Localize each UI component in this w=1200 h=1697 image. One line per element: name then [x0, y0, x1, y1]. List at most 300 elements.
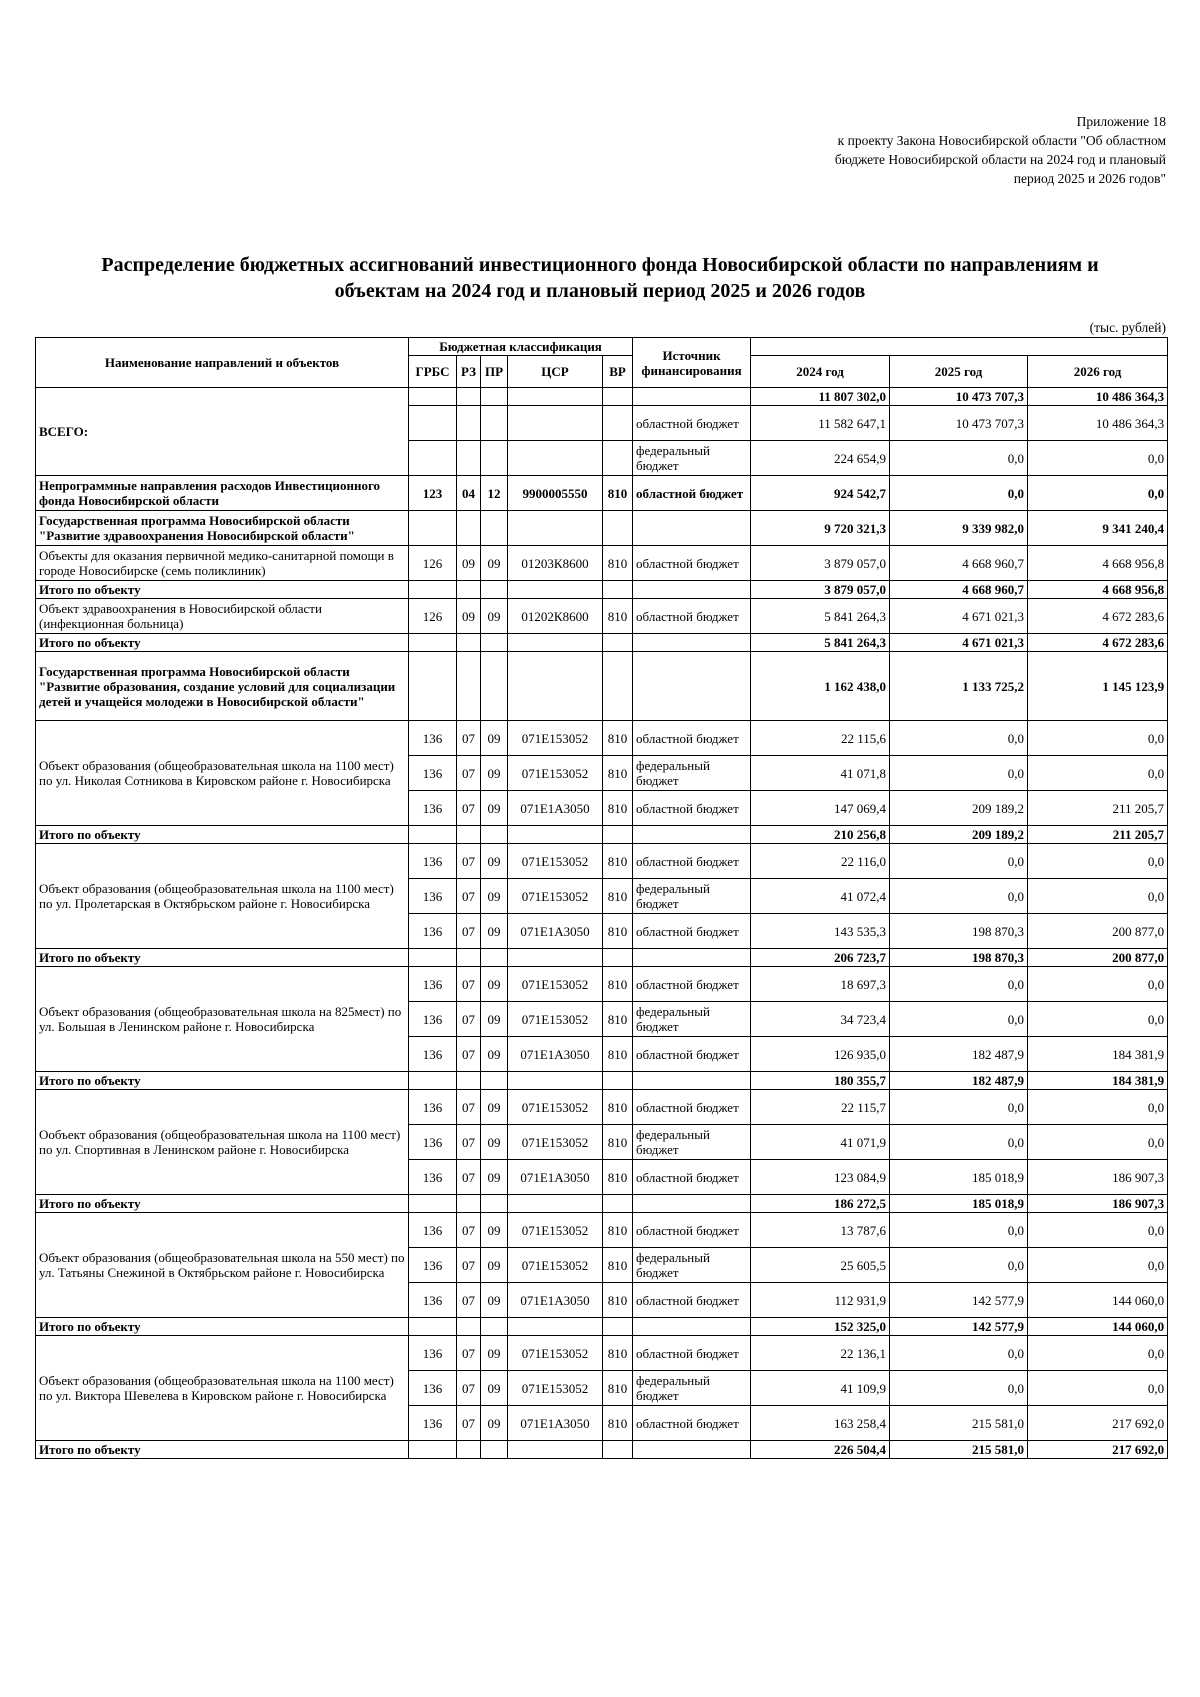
csr-code: 071Е153052: [508, 756, 603, 791]
empty-cell: [457, 652, 481, 721]
value-2024: 1 162 438,0: [751, 652, 890, 721]
total-row: [36, 388, 1168, 406]
rz-code: 07: [457, 1283, 481, 1318]
object-total-label: Итого по объекту: [36, 1441, 409, 1459]
grbs-code: 126: [409, 599, 457, 634]
value-2025: 182 487,9: [890, 1072, 1028, 1090]
csr-code: 071Е1А3050: [508, 1160, 603, 1195]
value-2025: 10 473 707,3: [890, 406, 1028, 441]
pr-code: 09: [481, 844, 508, 879]
grbs-code: 136: [409, 967, 457, 1002]
value-2024: 11 582 647,1: [751, 406, 890, 441]
pr-code: 09: [481, 879, 508, 914]
vr-code: 810: [603, 1160, 633, 1195]
value-2025: 0,0: [890, 1002, 1028, 1037]
empty-cell: [409, 511, 457, 546]
value-2026: 10 486 364,3: [1028, 388, 1168, 406]
grbs-code: 123: [409, 476, 457, 511]
value-2024: 163 258,4: [751, 1406, 890, 1441]
object-name: Объект здравоохранения в Новосибирской области (инфекционная больница): [36, 599, 409, 634]
value-2026: 0,0: [1028, 1371, 1168, 1406]
value-2026: 200 877,0: [1028, 949, 1168, 967]
source-cell: областной бюджет: [633, 1406, 751, 1441]
object-total-row: [36, 634, 1168, 652]
value-2026: 144 060,0: [1028, 1283, 1168, 1318]
value-2026: 0,0: [1028, 879, 1168, 914]
vr-code: 810: [603, 1283, 633, 1318]
grbs-code: 136: [409, 1336, 457, 1371]
csr-code: 071Е1А3050: [508, 1037, 603, 1072]
empty-cell: [409, 388, 457, 406]
value-2025: 0,0: [890, 1213, 1028, 1248]
value-2024: 41 072,4: [751, 879, 890, 914]
empty-cell: [409, 652, 457, 721]
grbs-code: 136: [409, 844, 457, 879]
value-2025: 0,0: [890, 476, 1028, 511]
allocation-table: [35, 337, 1168, 1459]
object-row: [36, 844, 1168, 879]
csr-code: 01202К8600: [508, 599, 603, 634]
empty-cell: [508, 634, 603, 652]
rz-code: 07: [457, 1371, 481, 1406]
value-2025: 182 487,9: [890, 1037, 1028, 1072]
source-cell: областной бюджет: [633, 1037, 751, 1072]
object-row: [36, 1336, 1168, 1371]
value-2026: 0,0: [1028, 1125, 1168, 1160]
empty-cell: [457, 1195, 481, 1213]
object-total-label: Итого по объекту: [36, 826, 409, 844]
value-2026: 186 907,3: [1028, 1160, 1168, 1195]
source-cell: областной бюджет: [633, 476, 751, 511]
pr-code: 09: [481, 1160, 508, 1195]
object-total-label: Итого по объекту: [36, 949, 409, 967]
value-2024: 34 723,4: [751, 1002, 890, 1037]
grbs-code: 136: [409, 1283, 457, 1318]
source-cell: областной бюджет: [633, 546, 751, 581]
header-row: [36, 338, 1168, 356]
vr-code: 810: [603, 476, 633, 511]
header-2024: 2024 год: [751, 356, 890, 388]
value-2026: 0,0: [1028, 721, 1168, 756]
object-row: [36, 967, 1168, 1002]
empty-cell: [603, 1072, 633, 1090]
pr-code: 09: [481, 721, 508, 756]
object-name: Объект образования (общеобразовательная школа на 550 мест) по ул. Татьяны Снежиной в Октябрьском районе г. Новосибирска: [36, 1213, 409, 1318]
empty-cell: [633, 388, 751, 406]
empty-cell: [481, 949, 508, 967]
vr-code: 810: [603, 1002, 633, 1037]
appendix-line: Приложение 18: [1076, 114, 1166, 129]
header-budget-class: Бюджетная классификация: [409, 338, 633, 356]
value-2026: 217 692,0: [1028, 1406, 1168, 1441]
vr-code: 810: [603, 1371, 633, 1406]
empty-cell: [481, 406, 508, 441]
value-2026: 4 672 283,6: [1028, 634, 1168, 652]
empty-cell: [633, 634, 751, 652]
empty-cell: [481, 441, 508, 476]
header-rz: РЗ: [457, 356, 481, 388]
empty-cell: [409, 1072, 457, 1090]
csr-code: 01203К8600: [508, 546, 603, 581]
source-cell: областной бюджет: [633, 967, 751, 1002]
empty-cell: [508, 581, 603, 599]
object-total-label: Итого по объекту: [36, 634, 409, 652]
vr-code: 810: [603, 756, 633, 791]
source-cell: федеральный бюджет: [633, 1125, 751, 1160]
value-2026: 4 672 283,6: [1028, 599, 1168, 634]
value-2025: 142 577,9: [890, 1283, 1028, 1318]
source-cell: федеральный бюджет: [633, 879, 751, 914]
grbs-code: 136: [409, 1090, 457, 1125]
empty-cell: [508, 441, 603, 476]
value-2025: 185 018,9: [890, 1195, 1028, 1213]
value-2026: 0,0: [1028, 1002, 1168, 1037]
value-2025: 0,0: [890, 756, 1028, 791]
value-2025: 10 473 707,3: [890, 388, 1028, 406]
source-cell: областной бюджет: [633, 1336, 751, 1371]
value-2025: 0,0: [890, 844, 1028, 879]
value-2026: 211 205,7: [1028, 791, 1168, 826]
csr-code: 9900005550: [508, 476, 603, 511]
value-2025: 1 133 725,2: [890, 652, 1028, 721]
program-name: Государственная программа Новосибирской области "Развитие здравоохранения Новосибирской области": [36, 511, 409, 546]
value-2026: 1 145 123,9: [1028, 652, 1168, 721]
empty-cell: [409, 1195, 457, 1213]
csr-code: 071Е153052: [508, 1371, 603, 1406]
csr-code: 071Е153052: [508, 967, 603, 1002]
header-source: Источник финансирования: [633, 338, 751, 388]
empty-cell: [508, 511, 603, 546]
grbs-code: 126: [409, 546, 457, 581]
grbs-code: 136: [409, 1371, 457, 1406]
vr-code: 810: [603, 879, 633, 914]
object-total-row: [36, 949, 1168, 967]
empty-cell: [457, 441, 481, 476]
vr-code: 810: [603, 1037, 633, 1072]
value-2024: 22 136,1: [751, 1336, 890, 1371]
vr-code: 810: [603, 721, 633, 756]
value-2025: 4 671 021,3: [890, 599, 1028, 634]
value-2024: 22 115,7: [751, 1090, 890, 1125]
pr-code: 09: [481, 1371, 508, 1406]
pr-code: 09: [481, 1090, 508, 1125]
value-2024: 41 109,9: [751, 1371, 890, 1406]
value-2024: 180 355,7: [751, 1072, 890, 1090]
value-2024: 226 504,4: [751, 1441, 890, 1459]
object-name: Объект образования (общеобразовательная школа на 1100 мест) по ул. Пролетарская в Октябрьском районе г. Новосибирска: [36, 844, 409, 949]
value-2026: 184 381,9: [1028, 1037, 1168, 1072]
object-row: [36, 599, 1168, 634]
empty-cell: [481, 652, 508, 721]
empty-cell: [603, 441, 633, 476]
rz-code: 04: [457, 476, 481, 511]
value-2025: 4 668 960,7: [890, 546, 1028, 581]
value-2024: 11 807 302,0: [751, 388, 890, 406]
value-2025: 0,0: [890, 1125, 1028, 1160]
value-2024: 152 325,0: [751, 1318, 890, 1336]
rz-code: 07: [457, 1336, 481, 1371]
object-row: [36, 1090, 1168, 1125]
grbs-code: 136: [409, 879, 457, 914]
empty-cell: [508, 1318, 603, 1336]
empty-cell: [603, 652, 633, 721]
object-total-label: Итого по объекту: [36, 1195, 409, 1213]
rz-code: 07: [457, 1125, 481, 1160]
pr-code: 09: [481, 967, 508, 1002]
vr-code: 810: [603, 1336, 633, 1371]
value-2024: 22 115,6: [751, 721, 890, 756]
empty-cell: [633, 1195, 751, 1213]
pr-code: 09: [481, 1336, 508, 1371]
value-2026: 186 907,3: [1028, 1195, 1168, 1213]
empty-cell: [457, 388, 481, 406]
header-csr: ЦСР: [508, 356, 603, 388]
source-cell: областной бюджет: [633, 1090, 751, 1125]
value-2024: 41 071,9: [751, 1125, 890, 1160]
object-name: Объекты для оказания первичной медико-санитарной помощи в городе Новосибирске (семь поликлиник): [36, 546, 409, 581]
vr-code: 810: [603, 967, 633, 1002]
csr-code: 071Е1А3050: [508, 1406, 603, 1441]
document-title: [36, 252, 1164, 304]
grbs-code: 136: [409, 791, 457, 826]
vr-code: 810: [603, 1090, 633, 1125]
object-total-row: [36, 1318, 1168, 1336]
value-2024: 3 879 057,0: [751, 581, 890, 599]
rz-code: 07: [457, 756, 481, 791]
grbs-code: 136: [409, 1406, 457, 1441]
value-2024: 25 605,5: [751, 1248, 890, 1283]
empty-cell: [457, 634, 481, 652]
empty-cell: [457, 826, 481, 844]
total-label: ВСЕГО:: [36, 388, 409, 476]
empty-cell: [603, 634, 633, 652]
value-2025: 0,0: [890, 441, 1028, 476]
value-2026: 4 668 956,8: [1028, 581, 1168, 599]
source-cell: областной бюджет: [633, 721, 751, 756]
value-2025: 142 577,9: [890, 1318, 1028, 1336]
empty-cell: [603, 388, 633, 406]
value-2025: 185 018,9: [890, 1160, 1028, 1195]
vr-code: 810: [603, 1213, 633, 1248]
csr-code: 071Е1А3050: [508, 914, 603, 949]
empty-cell: [633, 581, 751, 599]
header-pr: ПР: [481, 356, 508, 388]
object-row: [36, 1213, 1168, 1248]
object-total-row: [36, 1195, 1168, 1213]
value-2024: 143 535,3: [751, 914, 890, 949]
header-vr: ВР: [603, 356, 633, 388]
value-2026: 200 877,0: [1028, 914, 1168, 949]
rz-code: 07: [457, 721, 481, 756]
csr-code: 071Е1А3050: [508, 1283, 603, 1318]
grbs-code: 136: [409, 1248, 457, 1283]
empty-cell: [481, 388, 508, 406]
value-2024: 3 879 057,0: [751, 546, 890, 581]
object-total-row: [36, 1072, 1168, 1090]
value-2025: 0,0: [890, 721, 1028, 756]
empty-cell: [633, 511, 751, 546]
empty-cell: [633, 1441, 751, 1459]
appendix-note: [746, 112, 1166, 188]
empty-cell: [508, 949, 603, 967]
empty-cell: [603, 826, 633, 844]
pr-code: 09: [481, 1283, 508, 1318]
grbs-code: 136: [409, 914, 457, 949]
header-grbs: ГРБС: [409, 356, 457, 388]
empty-cell: [481, 1441, 508, 1459]
empty-cell: [481, 634, 508, 652]
empty-cell: [457, 1072, 481, 1090]
rz-code: 07: [457, 1037, 481, 1072]
object-name: Ообъект образования (общеобразовательная школа на 1100 мест) по ул. Спортивная в Ленинском районе г. Новосибирска: [36, 1090, 409, 1195]
value-2024: 9 720 321,3: [751, 511, 890, 546]
value-2024: 126 935,0: [751, 1037, 890, 1072]
value-2024: 22 116,0: [751, 844, 890, 879]
empty-cell: [481, 511, 508, 546]
empty-cell: [409, 826, 457, 844]
title-line: Распределение бюджетных ассигнований инвестиционного фонда Новосибирской области по направлениям и: [101, 254, 1099, 276]
grbs-code: 136: [409, 1002, 457, 1037]
source-cell: областной бюджет: [633, 844, 751, 879]
object-row: [36, 721, 1168, 756]
source-cell: областной бюджет: [633, 914, 751, 949]
empty-cell: [603, 581, 633, 599]
appendix-line: период 2025 и 2026 годов": [1013, 171, 1166, 186]
csr-code: 071Е153052: [508, 844, 603, 879]
source-cell: федеральный бюджет: [633, 1371, 751, 1406]
empty-cell: [481, 826, 508, 844]
value-2026: 0,0: [1028, 844, 1168, 879]
empty-cell: [508, 652, 603, 721]
empty-cell: [508, 1441, 603, 1459]
rz-code: 09: [457, 546, 481, 581]
units-label: (тыс. рублей): [1089, 320, 1166, 335]
value-2025: 215 581,0: [890, 1406, 1028, 1441]
object-name: Объект образования (общеобразовательная школа на 825мест) по ул. Большая в Ленинском районе г. Новосибирска: [36, 967, 409, 1072]
csr-code: 071Е153052: [508, 1002, 603, 1037]
rz-code: 07: [457, 791, 481, 826]
value-2026: 144 060,0: [1028, 1318, 1168, 1336]
empty-cell: [409, 949, 457, 967]
empty-cell: [508, 1072, 603, 1090]
appendix-line: бюджете Новосибирской области на 2024 год и плановый: [834, 152, 1166, 167]
value-2026: 184 381,9: [1028, 1072, 1168, 1090]
rz-code: 07: [457, 1002, 481, 1037]
value-2025: 209 189,2: [890, 826, 1028, 844]
empty-cell: [603, 406, 633, 441]
value-2024: 147 069,4: [751, 791, 890, 826]
value-2025: 0,0: [890, 1090, 1028, 1125]
value-2025: 209 189,2: [890, 791, 1028, 826]
object-total-row: [36, 581, 1168, 599]
empty-cell: [457, 949, 481, 967]
nonprog-row: [36, 476, 1168, 511]
csr-code: 071Е153052: [508, 1336, 603, 1371]
empty-cell: [409, 406, 457, 441]
rz-code: 07: [457, 1406, 481, 1441]
header-2026: 2026 год: [1028, 356, 1168, 388]
value-2025: 198 870,3: [890, 949, 1028, 967]
object-total-row: [36, 1441, 1168, 1459]
empty-cell: [409, 581, 457, 599]
source-cell: федеральный бюджет: [633, 756, 751, 791]
empty-cell: [633, 1072, 751, 1090]
empty-cell: [481, 581, 508, 599]
empty-cell: [508, 826, 603, 844]
empty-cell: [603, 949, 633, 967]
program-name: Государственная программа Новосибирской области "Развитие образования, создание условий для социализации детей и учащейся молодежи в Новосибирской области": [36, 652, 409, 721]
csr-code: 071Е1А3050: [508, 791, 603, 826]
empty-cell: [508, 406, 603, 441]
vr-code: 810: [603, 546, 633, 581]
source-cell: областной бюджет: [633, 406, 751, 441]
value-2026: 0,0: [1028, 441, 1168, 476]
value-2024: 924 542,7: [751, 476, 890, 511]
csr-code: 071Е153052: [508, 1090, 603, 1125]
pr-code: 09: [481, 756, 508, 791]
pr-code: 09: [481, 546, 508, 581]
header-2025: 2025 год: [890, 356, 1028, 388]
pr-code: 09: [481, 914, 508, 949]
value-2025: 0,0: [890, 967, 1028, 1002]
pr-code: 09: [481, 1037, 508, 1072]
value-2026: 0,0: [1028, 967, 1168, 1002]
value-2025: 0,0: [890, 1336, 1028, 1371]
empty-cell: [481, 1195, 508, 1213]
empty-cell: [457, 581, 481, 599]
value-2024: 18 697,3: [751, 967, 890, 1002]
value-2026: 0,0: [1028, 1090, 1168, 1125]
empty-cell: [508, 1195, 603, 1213]
empty-cell: [481, 1318, 508, 1336]
csr-code: 071Е153052: [508, 879, 603, 914]
object-row: [36, 546, 1168, 581]
rz-code: 07: [457, 1090, 481, 1125]
grbs-code: 136: [409, 721, 457, 756]
vr-code: 810: [603, 1406, 633, 1441]
vr-code: 810: [603, 1125, 633, 1160]
csr-code: 071Е153052: [508, 1248, 603, 1283]
value-2026: 0,0: [1028, 1213, 1168, 1248]
object-total-label: Итого по объекту: [36, 581, 409, 599]
value-2024: 224 654,9: [751, 441, 890, 476]
pr-code: 09: [481, 1406, 508, 1441]
empty-cell: [457, 1318, 481, 1336]
source-cell: областной бюджет: [633, 599, 751, 634]
object-total-label: Итого по объекту: [36, 1318, 409, 1336]
source-cell: федеральный бюджет: [633, 1002, 751, 1037]
grbs-code: 136: [409, 1213, 457, 1248]
value-2026: 0,0: [1028, 1248, 1168, 1283]
vr-code: 810: [603, 599, 633, 634]
value-2026: 217 692,0: [1028, 1441, 1168, 1459]
empty-cell: [457, 1441, 481, 1459]
pr-code: 09: [481, 1213, 508, 1248]
pr-code: 12: [481, 476, 508, 511]
pr-code: 09: [481, 1248, 508, 1283]
value-2024: 41 071,8: [751, 756, 890, 791]
empty-cell: [508, 388, 603, 406]
rz-code: 07: [457, 1213, 481, 1248]
rz-code: 07: [457, 967, 481, 1002]
empty-cell: [603, 1441, 633, 1459]
rz-code: 07: [457, 1248, 481, 1283]
value-2025: 9 339 982,0: [890, 511, 1028, 546]
value-2025: 0,0: [890, 1248, 1028, 1283]
empty-cell: [603, 1195, 633, 1213]
value-2025: 4 671 021,3: [890, 634, 1028, 652]
csr-code: 071Е153052: [508, 1125, 603, 1160]
